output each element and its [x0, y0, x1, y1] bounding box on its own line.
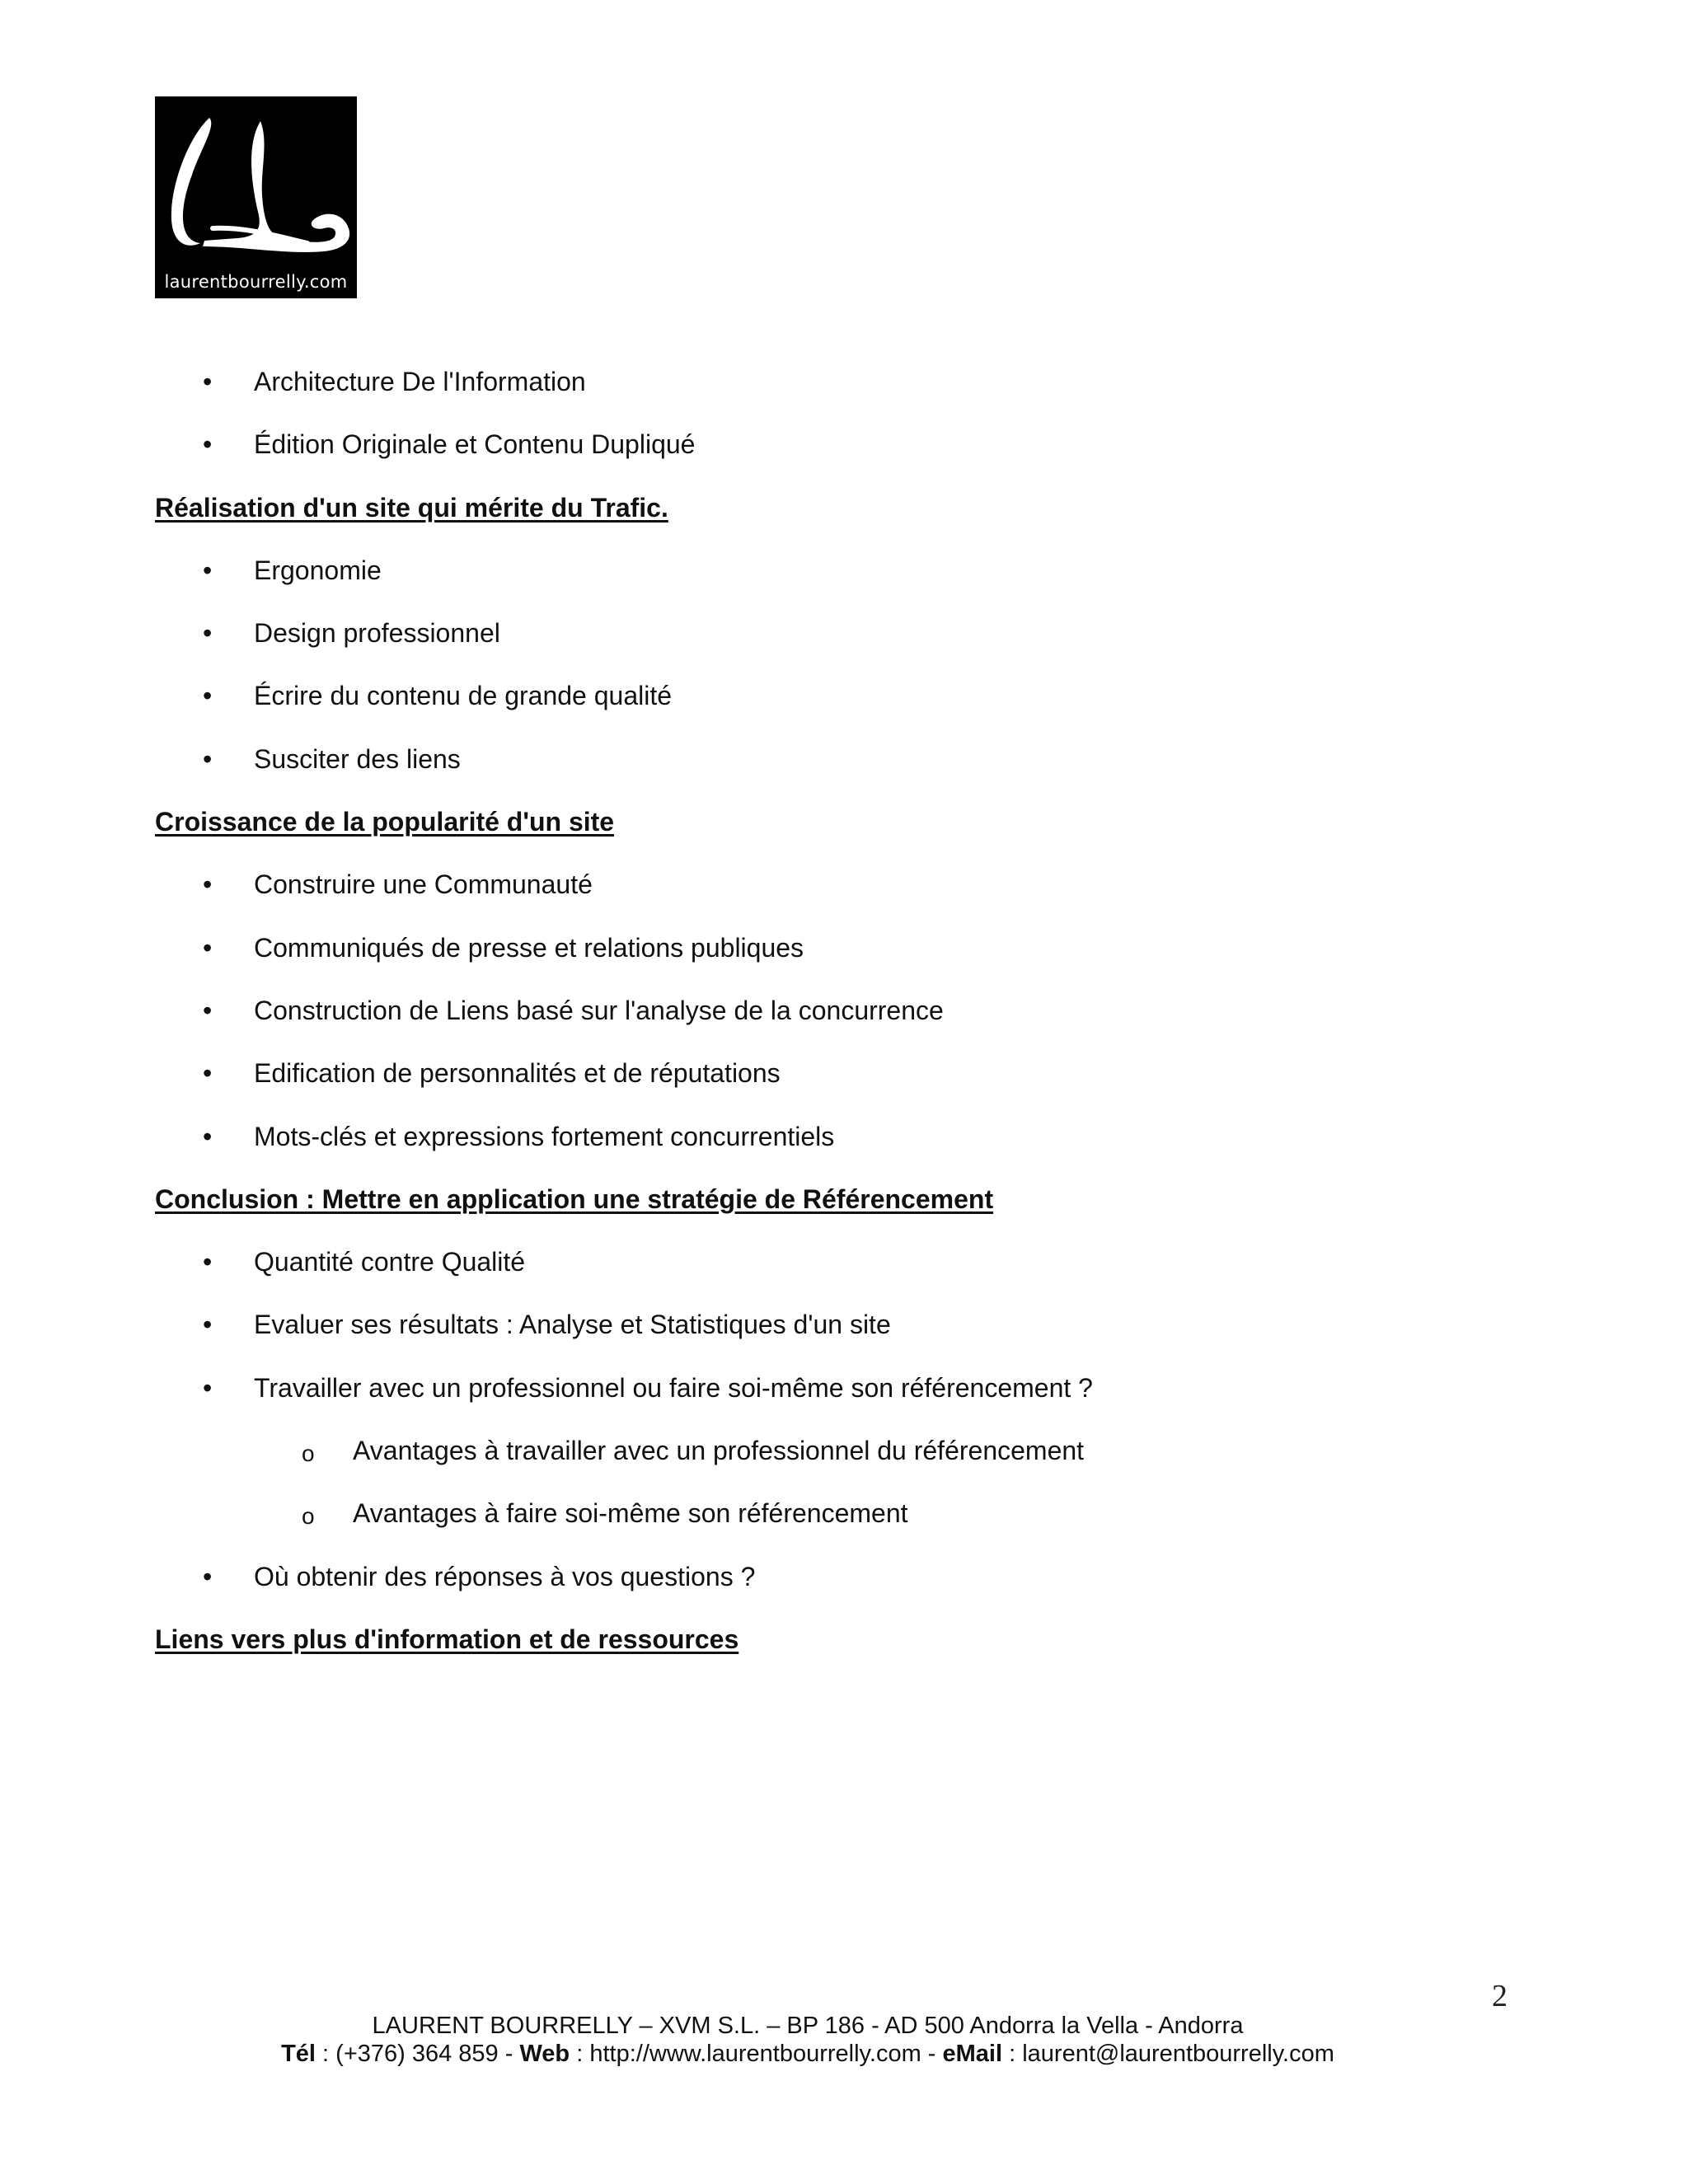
footer-contact	[0, 2041, 1615, 2068]
list-item	[155, 422, 1556, 485]
list-item	[155, 926, 1556, 988]
list-item	[155, 988, 1556, 1051]
footer-web-label: Web	[519, 2041, 570, 2067]
list-item-text: Edification de personnalités et de réputations	[254, 1058, 781, 1089]
section-heading-text: Conclusion : Mettre en application une stratégie de Référencement	[155, 1183, 994, 1214]
list-item	[155, 1302, 1556, 1365]
list-item	[155, 862, 1556, 925]
bullet-icon: •	[203, 367, 213, 396]
page-number: 2	[1492, 1979, 1507, 2013]
list-item	[155, 673, 1556, 736]
list-item-text: Travailler avec un professionnel ou faire soi-même son référencement ?	[254, 1372, 1093, 1403]
list-item-text: Susciter des liens	[254, 743, 461, 774]
list-item	[155, 1366, 1556, 1428]
bullet-icon: •	[203, 681, 213, 711]
footer-web-value: : http://www.laurentbourrelly.com -	[570, 2041, 943, 2067]
bullet-icon: •	[203, 555, 213, 585]
lb-monogram-icon	[155, 96, 357, 298]
list-item	[155, 548, 1556, 611]
list-item-text: Communiqués de presse et relations publiques	[254, 932, 804, 963]
footer-tel-label: Tél	[281, 2041, 316, 2067]
bullet-icon: •	[203, 1121, 213, 1151]
list-item-text: Mots-clés et expressions fortement concurrentiels	[254, 1121, 835, 1151]
list-item-text: Construire une Communauté	[254, 869, 593, 900]
logo-text: laurentbourrelly.com	[164, 272, 348, 292]
bullet-icon: •	[203, 1561, 213, 1591]
list-item-text: Avantages à travailler avec un professionnel du référencement	[353, 1436, 1085, 1466]
list-item-text: Écrire du contenu de grande qualité	[254, 681, 673, 711]
footer-email-value: : laurent@laurentbourrelly.com	[1002, 2041, 1334, 2067]
list-item	[155, 611, 1556, 673]
list-item-text: Où obtenir des réponses à vos questions ?	[254, 1561, 756, 1591]
list-item-text: Avantages à faire soi-même son référencement	[353, 1498, 908, 1529]
footer-address: LAURENT BOURRELLY – XVM S.L. – BP 186 - AD 500 Andorra la Vella - Andorra	[372, 2013, 1244, 2039]
list-item	[155, 359, 1556, 422]
list-item-text: Design professionnel	[254, 618, 500, 649]
list-item-text: Quantité contre Qualité	[254, 1247, 526, 1277]
section-heading	[155, 1177, 1556, 1240]
bullet-icon: •	[203, 869, 213, 900]
list-item	[155, 1554, 1556, 1617]
list-item-text: Édition Originale et Contenu Dupliqué	[254, 429, 696, 460]
list-item-text: Evaluer ses résultats : Analyse et Statistiques d'un site	[254, 1310, 891, 1340]
bullet-icon: •	[203, 743, 213, 774]
bullet-icon: •	[203, 1247, 213, 1277]
list-item-text: Architecture De l'Information	[254, 367, 586, 396]
section-heading	[155, 799, 1556, 862]
bullet-icon: •	[203, 618, 213, 649]
footer-tel-value: : (+376) 364 859 -	[315, 2041, 520, 2067]
list-item	[155, 1051, 1556, 1113]
bullet-icon: •	[203, 429, 213, 460]
section-heading-text: Réalisation d'un site qui mérite du Trafic.	[155, 492, 668, 523]
bullet-icon: •	[203, 1310, 213, 1340]
circle-bullet-icon: o	[302, 1441, 315, 1467]
list-item	[155, 1240, 1556, 1302]
list-item-text: Ergonomie	[254, 555, 382, 585]
bullet-icon: •	[203, 1372, 213, 1403]
list-item	[155, 737, 1556, 799]
section-heading-text: Liens vers plus d'information et de ressources	[155, 1624, 739, 1654]
sub-list-item	[155, 1428, 1556, 1491]
bullet-icon: •	[203, 932, 213, 963]
section-heading	[155, 485, 1556, 548]
bullet-icon: •	[203, 995, 213, 1025]
logo	[155, 96, 357, 298]
list-item-text: Construction de Liens basé sur l'analyse de la concurrence	[254, 995, 944, 1025]
bullet-icon: •	[203, 1058, 213, 1089]
section-heading-text: Croissance de la popularité d'un site	[155, 807, 615, 837]
list-item	[155, 1114, 1556, 1177]
footer-email-label: eMail	[942, 2041, 1003, 2067]
document-body	[155, 359, 1556, 1680]
section-heading	[155, 1617, 1556, 1680]
circle-bullet-icon: o	[302, 1503, 315, 1530]
sub-list-item	[155, 1491, 1556, 1554]
